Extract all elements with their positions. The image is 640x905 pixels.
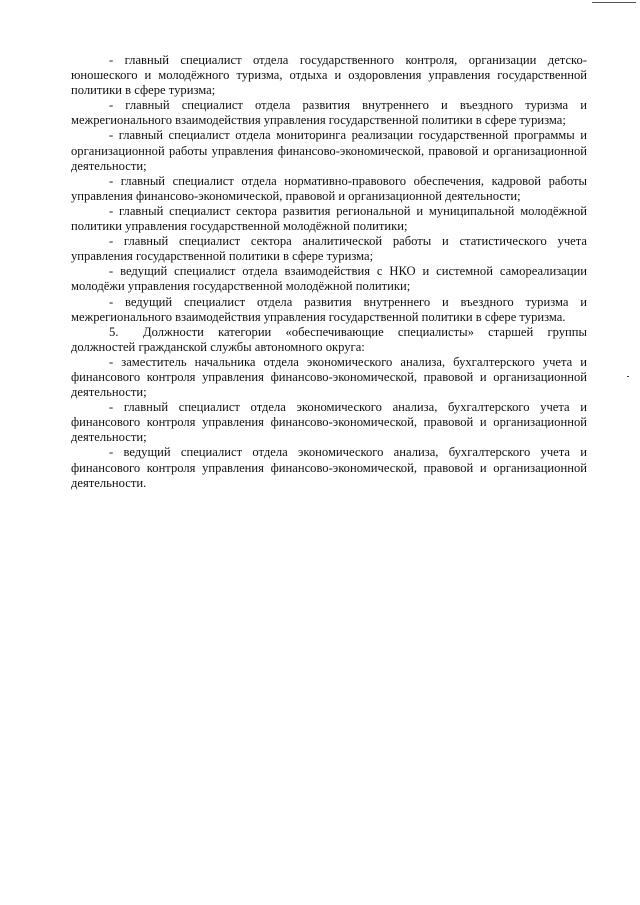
list-item: - ведущий специалист отдела экономического анализа, бухгалтерского учета и финансового контроля управления финансово-экономической, правовой и организационной деятельности.: [71, 445, 587, 490]
list-item: - заместитель начальника отдела экономического анализа, бухгалтерского учета и финансового контроля управления финансово-экономической, правовой и организационной деятельности;: [71, 354, 587, 400]
document-body: [71, 53, 587, 491]
margin-mark: [627, 376, 629, 377]
section-5-heading: [71, 325, 587, 355]
list-item: - главный специалист сектора развития региональной и муниципальной молодёжной политики управления государственной молодёжной политики;: [71, 203, 587, 234]
section-text: Должности категории «обеспечивающие специалисты» старшей группы должностей гражданской службы автономного округа:: [71, 324, 587, 354]
list-item: - главный специалист отдела нормативно-правового обеспечения, кадровой работы управления финансово-экономической, правовой и организационной деятельности;: [71, 173, 587, 203]
section-number: 5.: [109, 324, 119, 339]
list-item: - главный специалист отдела государственного контроля, организации детско-юношеского и молодёжного туризма, отдыха и оздоровления управления государственной политики в сфере туризма;: [71, 53, 587, 98]
list-item: - ведущий специалист отдела взаимодействия с НКО и системной самореализации молодёжи управления государственной молодёжной политики;: [71, 264, 587, 294]
list-item: - главный специалист отдела развития внутреннего и въездного туризма и межрегионального взаимодействия управления государственной политики в сфере туризма;: [71, 98, 587, 128]
list-item: - главный специалист отдела мониторинга реализации государственной программы и организационной работы управления финансово-экономической, правовой и организационной деятельности;: [71, 128, 587, 173]
list-item: - главный специалист отдела экономического анализа, бухгалтерского учета и финансового контроля управления финансово-экономической, правовой и организационной деятельности;: [71, 400, 587, 445]
list-item: - главный специалист сектора аналитической работы и статистического учета управления государственной политики в сфере туризма;: [71, 234, 587, 264]
top-edge-mark: [592, 2, 636, 3]
list-item: - ведущий специалист отдела развития внутреннего и въездного туризма и межрегионального взаимодействия управления государственной политики в сфере туризма.: [71, 294, 587, 324]
